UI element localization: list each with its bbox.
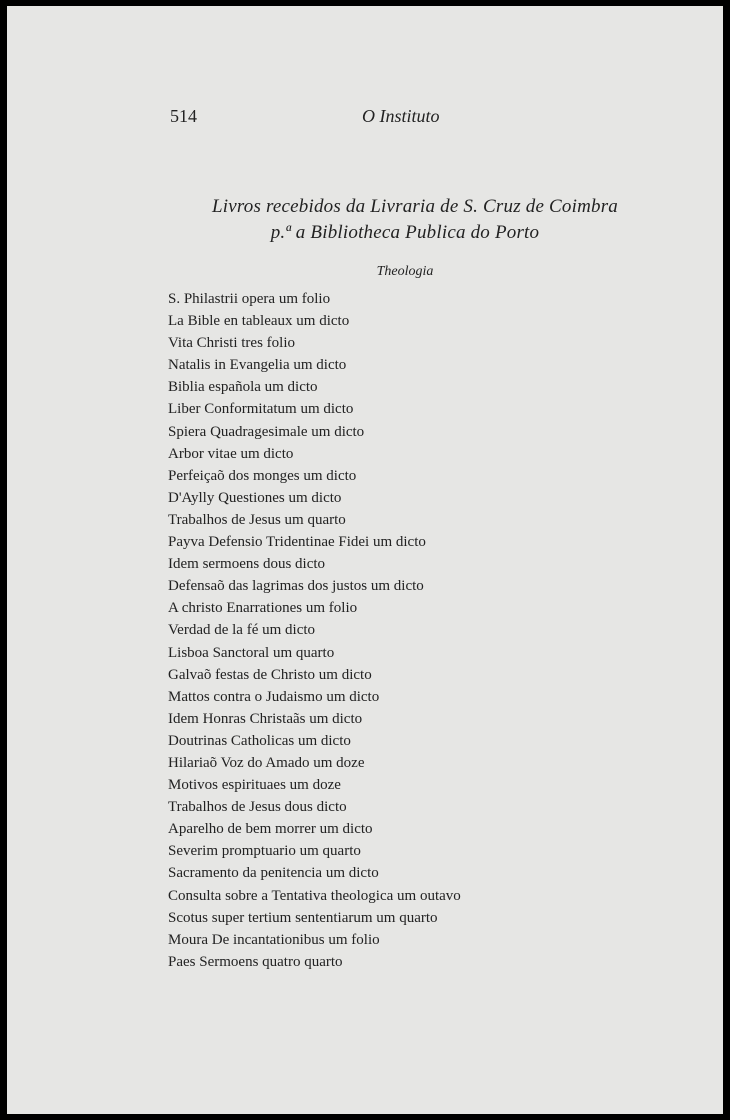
list-item: D'Aylly Questiones um dicto [168,489,342,506]
list-item: S. Philastrii opera um folio [168,291,331,307]
list-item: Consulta sobre a Tentativa theologica um outavo [168,887,461,904]
section-heading: Theologia [376,264,434,279]
list-item: La Bible en tableaux um dicto [168,313,350,330]
list-item: Motivos espirituaes um doze [168,777,341,794]
list-item: Spiera Quadragesimale um dicto [168,423,365,440]
list-item: Sacramento da penitencia um dicto [168,865,379,882]
document-title-line-2: p.ª a Bibliotheca Publica do Porto [270,222,540,243]
book-list [168,288,461,973]
list-item: Aparelho de bem morrer um dicto [168,821,373,838]
document-page [7,6,723,1114]
list-item: Defensaõ das lagrimas dos justos um dicto [168,578,424,595]
list-item: Moura De incantationibus um folio [168,931,380,948]
list-item: Lisboa Sanctoral um quarto [168,644,335,661]
list-item: Idem Honras Christaãs um dicto [168,710,363,727]
list-item: Natalis in Evangelia um dicto [168,357,347,374]
list-item: Arbor vitae um dicto [168,445,294,462]
page-number: 514 [170,106,197,126]
list-item: A christo Enarrationes um folio [168,600,358,617]
list-item: Idem sermoens dous dicto [168,556,326,573]
list-item: Payva Defensio Tridentinae Fidei um dicto [168,534,426,551]
list-item: Biblia española um dicto [168,379,318,396]
document-title-line-1: Livros recebidos da Livraria de S. Cruz de Coimbra [211,196,618,217]
list-item: Severim promptuario um quarto [168,843,361,860]
list-item: Vita Christi tres folio [168,335,296,352]
list-item: Mattos contra o Judaismo um dicto [168,688,380,705]
list-item: Scotus super tertium sententiarum um quarto [168,909,438,926]
list-item: Hilariaõ Voz do Amado um doze [168,754,365,771]
list-item: Perfeiçaõ dos monges um dicto [168,467,357,484]
list-item: Doutrinas Catholicas um dicto [168,732,351,749]
list-item: Verdad de la fé um dicto [168,622,316,639]
running-title: O Instituto [362,106,440,126]
list-item: Galvaõ festas de Christo um dicto [168,666,372,683]
list-item: Liber Conformitatum um dicto [168,401,354,418]
page-header [7,106,723,130]
list-item: Trabalhos de Jesus dous dicto [168,799,347,816]
list-item: Paes Sermoens quatro quarto [168,953,343,970]
list-item: Trabalhos de Jesus um quarto [168,511,346,528]
